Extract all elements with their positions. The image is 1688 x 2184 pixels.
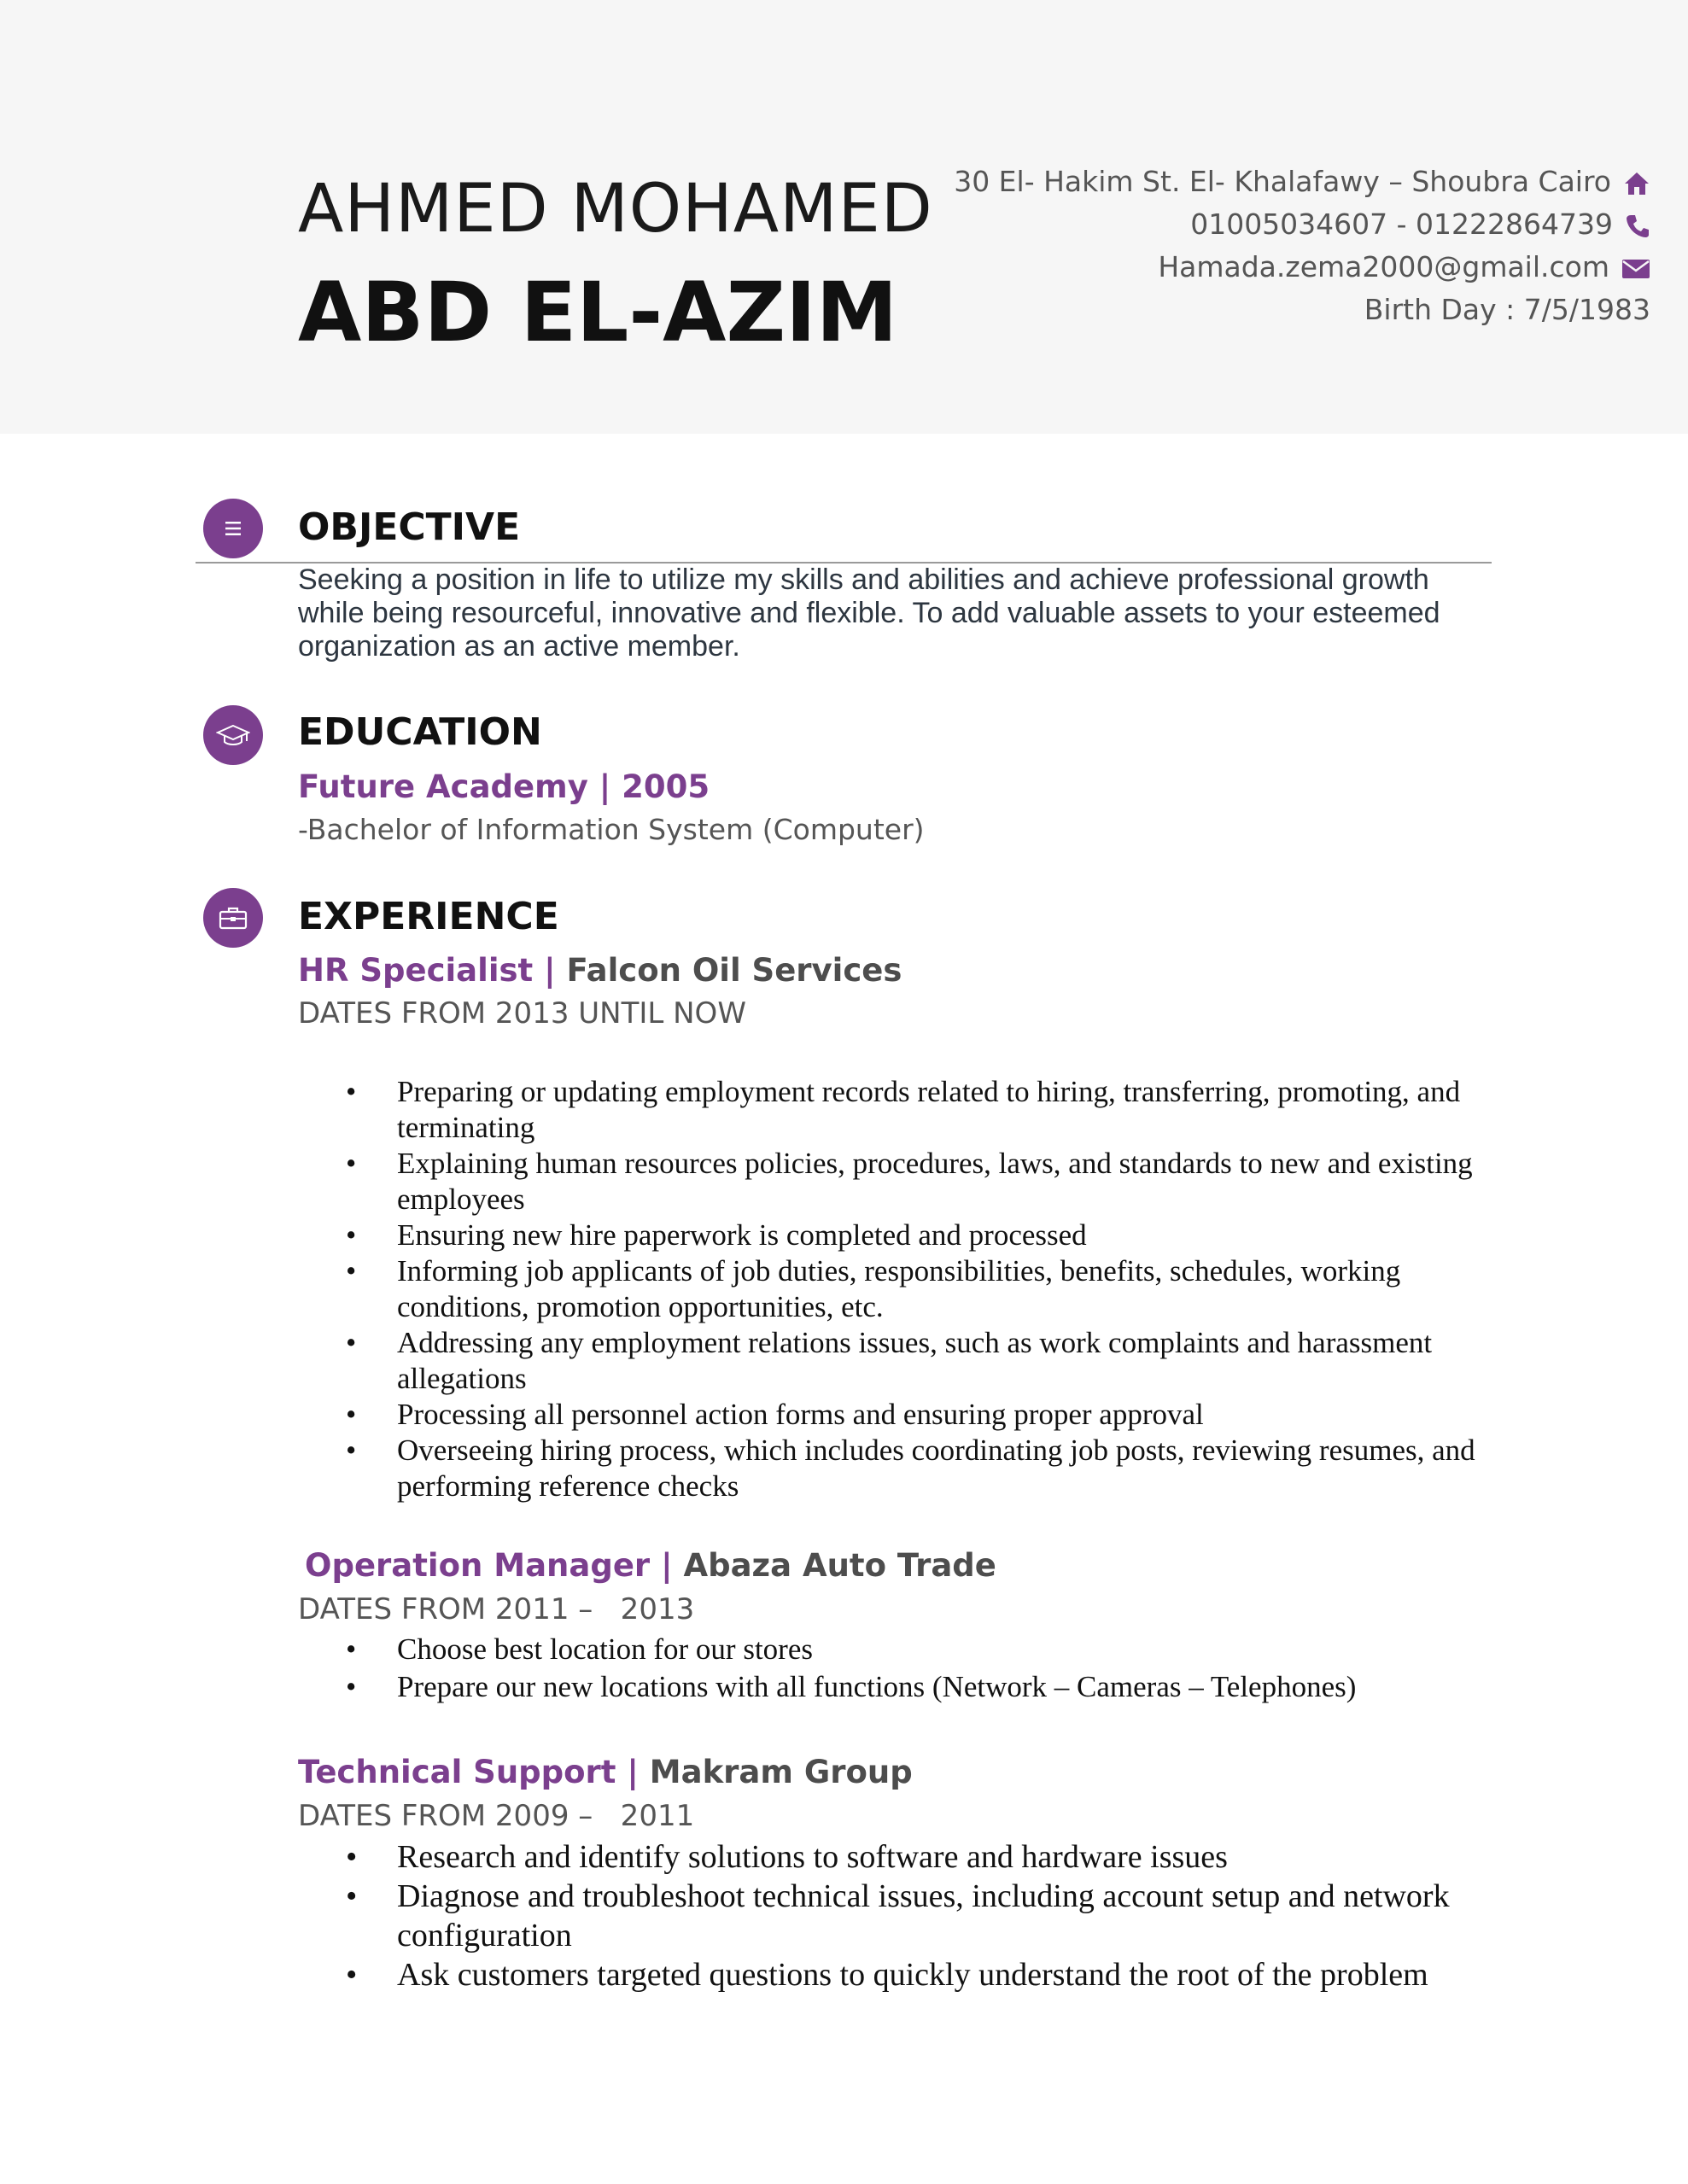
list-item: • Research and identify solutions to software and hardware issues [397,1837,1507,1877]
job-company: Falcon Oil Services [566,952,902,989]
contact-birthday [882,289,1650,331]
job-separator: | [650,1547,684,1584]
job-bullets [397,1631,1507,1706]
phone-text: 01005034607 - 01222864739 [1190,207,1613,241]
email-icon [1621,258,1650,280]
job-company: Abaza Auto Trade [683,1547,996,1584]
degree-text: -Bachelor of Information System (Computer) [298,813,925,846]
briefcase-icon [203,888,263,948]
list-item: • Processing all personnel action forms and ensuring proper approval [397,1397,1507,1433]
objective-title: OBJECTIVE [298,505,521,549]
job-dates: DATES FROM 2011 – 2013 [298,1592,695,1626]
job-company: Makram Group [649,1754,913,1790]
job-role: HR Specialist [298,952,534,989]
list-item: • Choose best location for our stores [397,1631,1507,1668]
graduation-cap-icon [203,705,263,765]
list-item: • Informing job applicants of job duties, responsibilities, benefits, schedules, working conditions, promotion opportunities, etc. [397,1253,1507,1325]
list-item: • Overseeing hiring process, which includes coordinating job posts, reviewing resumes, and performing reference checks [397,1433,1507,1504]
contact-email [882,246,1650,289]
education-title: EDUCATION [298,710,542,754]
job-dates: DATES FROM 2009 – 2011 [298,1799,695,1833]
address-text: 30 El- Hakim St. El- Khalafawy – Shoubra Cairo [954,165,1611,198]
list-icon [203,499,263,558]
contact-phone [882,203,1650,246]
job-bullets [397,1837,1507,1994]
home-icon [1623,171,1650,196]
list-item: • Prepare our new locations with all functions (Network – Cameras – Telephones) [397,1668,1507,1706]
contact-address [882,161,1650,203]
list-item: • Ensuring new hire paperwork is completed and processed [397,1218,1507,1253]
list-item: • Preparing or updating employment records related to hiring, transferring, promoting, and terminating [397,1074,1507,1146]
education-separator: | [587,768,622,805]
list-item: • Diagnose and troubleshoot technical issues, including account setup and network configuration [397,1877,1507,1955]
graduation-year: 2005 [622,768,710,805]
first-name: AHMED MOHAMED [298,171,933,248]
contact-list [882,161,1650,331]
experience-title: EXPERIENCE [298,895,559,938]
job-heading [298,952,902,989]
institution-name: Future Academy [298,768,588,805]
job-bullets [397,1074,1507,1504]
birthday-text: Birth Day : 7/5/1983 [1364,293,1650,326]
job-role: Operation Manager [305,1547,651,1584]
job-dates: DATES FROM 2013 UNTIL NOW [298,996,746,1031]
job-heading [298,1754,913,1790]
list-item: • Ask customers targeted questions to quickly understand the root of the problem [397,1955,1507,1994]
job-separator: | [533,952,567,989]
email-text: Hamada.zema2000@gmail.com [1158,250,1609,283]
job-separator: | [616,1754,650,1790]
job-role: Technical Support [298,1754,616,1790]
last-name: ABD EL-AZIM [298,265,898,360]
education-heading [298,768,710,805]
job-heading [305,1547,996,1584]
phone-icon [1625,213,1650,239]
list-item: • Addressing any employment relations issues, such as work complaints and harassment allegations [397,1325,1507,1397]
list-item: • Explaining human resources policies, procedures, laws, and standards to new and existing employees [397,1146,1507,1218]
objective-text: Seeking a position in life to utilize my skills and abilities and achieve professional growth while being resourceful, innovative and flexible. To add valuable assets to your esteemed organization as an active member. [298,564,1440,663]
